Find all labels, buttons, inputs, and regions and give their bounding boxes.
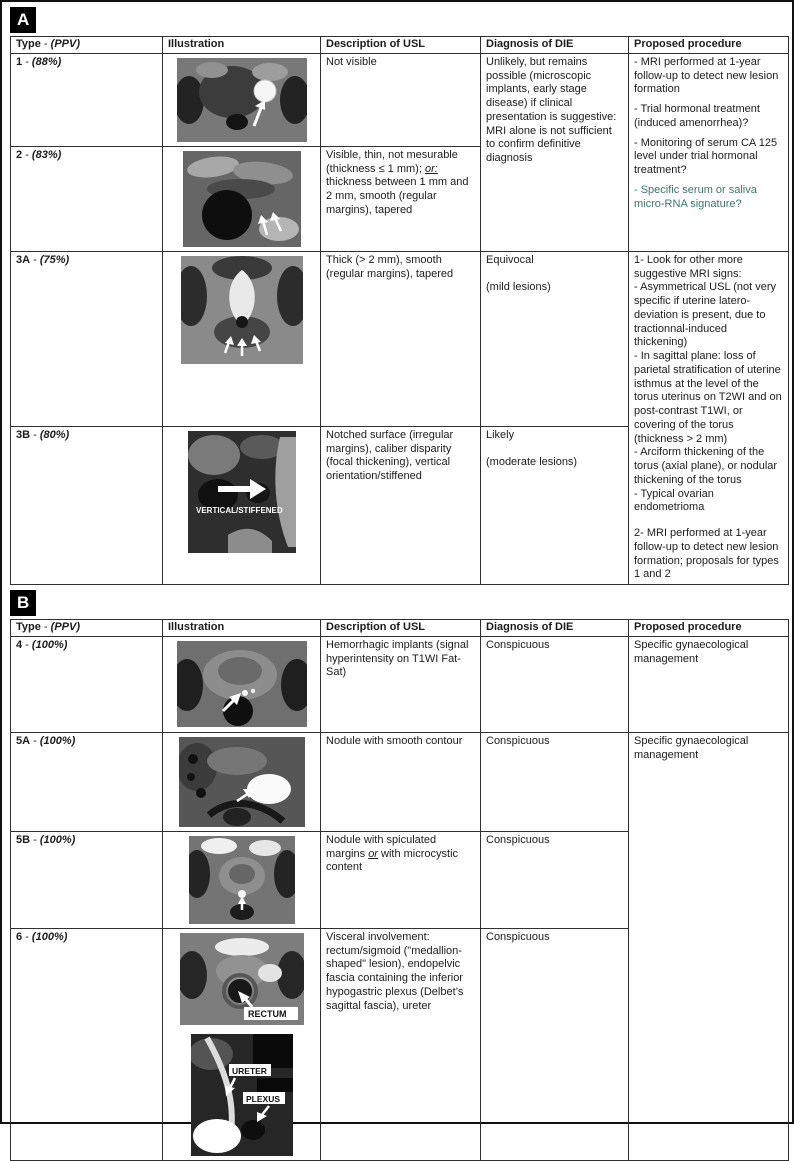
table-panel-b xyxy=(10,619,789,1161)
diagnosis-cell-1-2: Unlikely, but remains possible (microscopic implants, early stage disease) if clinical presentation is suggestive: MRI alone is not sufficient to confirm definitive diagnosis xyxy=(481,53,629,251)
table-row-type-3a xyxy=(11,251,789,426)
procedure-item: - Typical ovarian endometrioma xyxy=(634,487,714,514)
description-cell-2: Visible, thin, not mesurable (thickness ≤ 1 mm); or: thickness between 1 mm and 2 mm, smooth (regular margins), tapered xyxy=(321,146,481,251)
type-cell-4: 4 - (100%) xyxy=(11,636,163,732)
col-header-illustration: Illustration xyxy=(163,620,321,637)
table-panel-a xyxy=(10,36,789,585)
illustration-cell-3a xyxy=(163,251,321,426)
col-header-diagnosis: Diagnosis of DIE xyxy=(481,37,629,54)
col-header-illustration: Illustration xyxy=(163,37,321,54)
description-cell-6: Visceral involvement: rectum/sigmoid ("medallion-shaped" lesion), endopelvic fascia containing the inferior hypogastric plexus (Delbet’s sagittal fascia), ureter xyxy=(321,928,481,1160)
mri-axial-type-5b xyxy=(189,836,295,924)
diagnosis-cell-3b: Likely (moderate lesions) xyxy=(481,426,629,584)
type-cell-5b: 5B - (100%) xyxy=(11,831,163,928)
illustration-cell-3b xyxy=(163,426,321,584)
procedure-item: - Arciform thickening of the torus (axial plane), or nodular thickening of the torus xyxy=(634,446,778,486)
col-header-description: Description of USL xyxy=(321,37,481,54)
panel-a-label: A xyxy=(10,7,36,33)
procedure-item: - In sagittal plane: loss of parietal stratification of uterine isthmus at the level of the torus uterinus on T2WI and on post-contrast T1WI, or covering of the torus (thickness > 2 mm) xyxy=(634,350,782,445)
table-a-header-row xyxy=(11,37,789,54)
illustration-cell-5a xyxy=(163,732,321,831)
mri-sagittal-type-3b xyxy=(188,431,296,553)
col-header-type: Type - (PPV) xyxy=(11,37,163,54)
mri-axial-type-1 xyxy=(177,58,307,142)
procedure-cell-1-2 xyxy=(629,53,789,251)
col-header-description: Description of USL xyxy=(321,620,481,637)
diagnosis-cell-3a: Equivocal (mild lesions) xyxy=(481,251,629,426)
mri-label-plexus: PLEXUS xyxy=(245,1093,280,1104)
illustration-cell-6 xyxy=(163,928,321,1160)
description-cell-5a: Nodule with smooth contour xyxy=(321,732,481,831)
col-header-procedure: Proposed procedure xyxy=(629,37,789,54)
illustration-cell-2 xyxy=(163,146,321,251)
diagnosis-cell-5a: Conspicuous xyxy=(481,732,629,831)
procedure-item: - MRI performed at 1-year follow-up to detect new lesion formation xyxy=(634,55,779,96)
mri-sagittal-type-5a xyxy=(179,737,305,827)
mri-label-rectum: RECTUM xyxy=(247,1008,286,1019)
mri-sagittal-type-6-ureter-plexus xyxy=(191,1034,293,1156)
description-cell-5b: Nodule with spiculated margins or with microcystic content xyxy=(321,831,481,928)
procedure-item-teal: - Specific serum or saliva micro-RNA signature? xyxy=(634,183,757,210)
illustration-cell-5b xyxy=(163,831,321,928)
mri-axial-type-6-rectum xyxy=(180,933,304,1025)
table-b-header-row xyxy=(11,620,789,637)
mri-label-vertical-stiffened: VERTICAL/STIFFENED xyxy=(195,505,283,515)
type-cell-1: 1 - (88%) xyxy=(11,53,163,146)
table-row-type-1 xyxy=(11,53,789,146)
type-cell-5a: 5A - (100%) xyxy=(11,732,163,831)
mri-coronal-type-3a xyxy=(181,256,303,364)
type-cell-2: 2 - (83%) xyxy=(11,146,163,251)
diagnosis-cell-5b: Conspicuous xyxy=(481,831,629,928)
underlined-or: or: xyxy=(424,162,438,175)
diagnosis-cell-6: Conspicuous xyxy=(481,928,629,1160)
type-cell-3b: 3B - (80%) xyxy=(11,426,163,584)
description-cell-4: Hemorrhagic implants (signal hyperintensity on T1WI Fat-Sat) xyxy=(321,636,481,732)
type-cell-6: 6 - (100%) xyxy=(11,928,163,1160)
procedure-item: - Monitoring of serum CA 125 level under trial hormonal treatment? xyxy=(634,136,778,176)
col-header-diagnosis: Diagnosis of DIE xyxy=(481,620,629,637)
col-header-type: Type - (PPV) xyxy=(11,620,163,637)
procedure-item: 2- MRI performed at 1-year follow-up to detect new lesion formation; proposals for types 1 and 2 xyxy=(634,527,779,581)
procedure-cell-4: Specific gynaecological management xyxy=(629,636,789,732)
mri-sagittal-type-2 xyxy=(183,151,301,247)
procedure-cell-5-6: Specific gynaecological management xyxy=(629,732,789,1160)
description-cell-1: Not visible xyxy=(321,53,481,146)
mri-axial-type-4 xyxy=(177,641,307,727)
illustration-cell-4 xyxy=(163,636,321,732)
procedure-cell-3 xyxy=(629,251,789,584)
col-header-procedure: Proposed procedure xyxy=(629,620,789,637)
diagnosis-cell-4: Conspicuous xyxy=(481,636,629,732)
mri-label-ureter: URETER xyxy=(231,1065,267,1076)
procedure-item: - Trial hormonal treatment (induced amenorrhea)? xyxy=(634,103,760,129)
description-cell-3a: Thick (> 2 mm), smooth (regular margins), tapered xyxy=(321,251,481,426)
illustration-cell-1 xyxy=(163,53,321,146)
procedure-item: 1- Look for other more suggestive MRI signs: xyxy=(634,253,743,280)
underlined-or: or xyxy=(368,847,378,860)
panel-b-label: B xyxy=(10,590,36,616)
procedure-item: - Asymmetrical USL (not very specific if uterine latero-deviation is present, due to tractionnal-induced thickening) xyxy=(634,281,777,349)
table-row-type-5a xyxy=(11,732,789,831)
description-cell-3b: Notched surface (irregular margins), caliber disparity (focal thickening), vertical orientation/stiffened xyxy=(321,426,481,584)
table-row-type-4 xyxy=(11,636,789,732)
type-cell-3a: 3A - (75%) xyxy=(11,251,163,426)
